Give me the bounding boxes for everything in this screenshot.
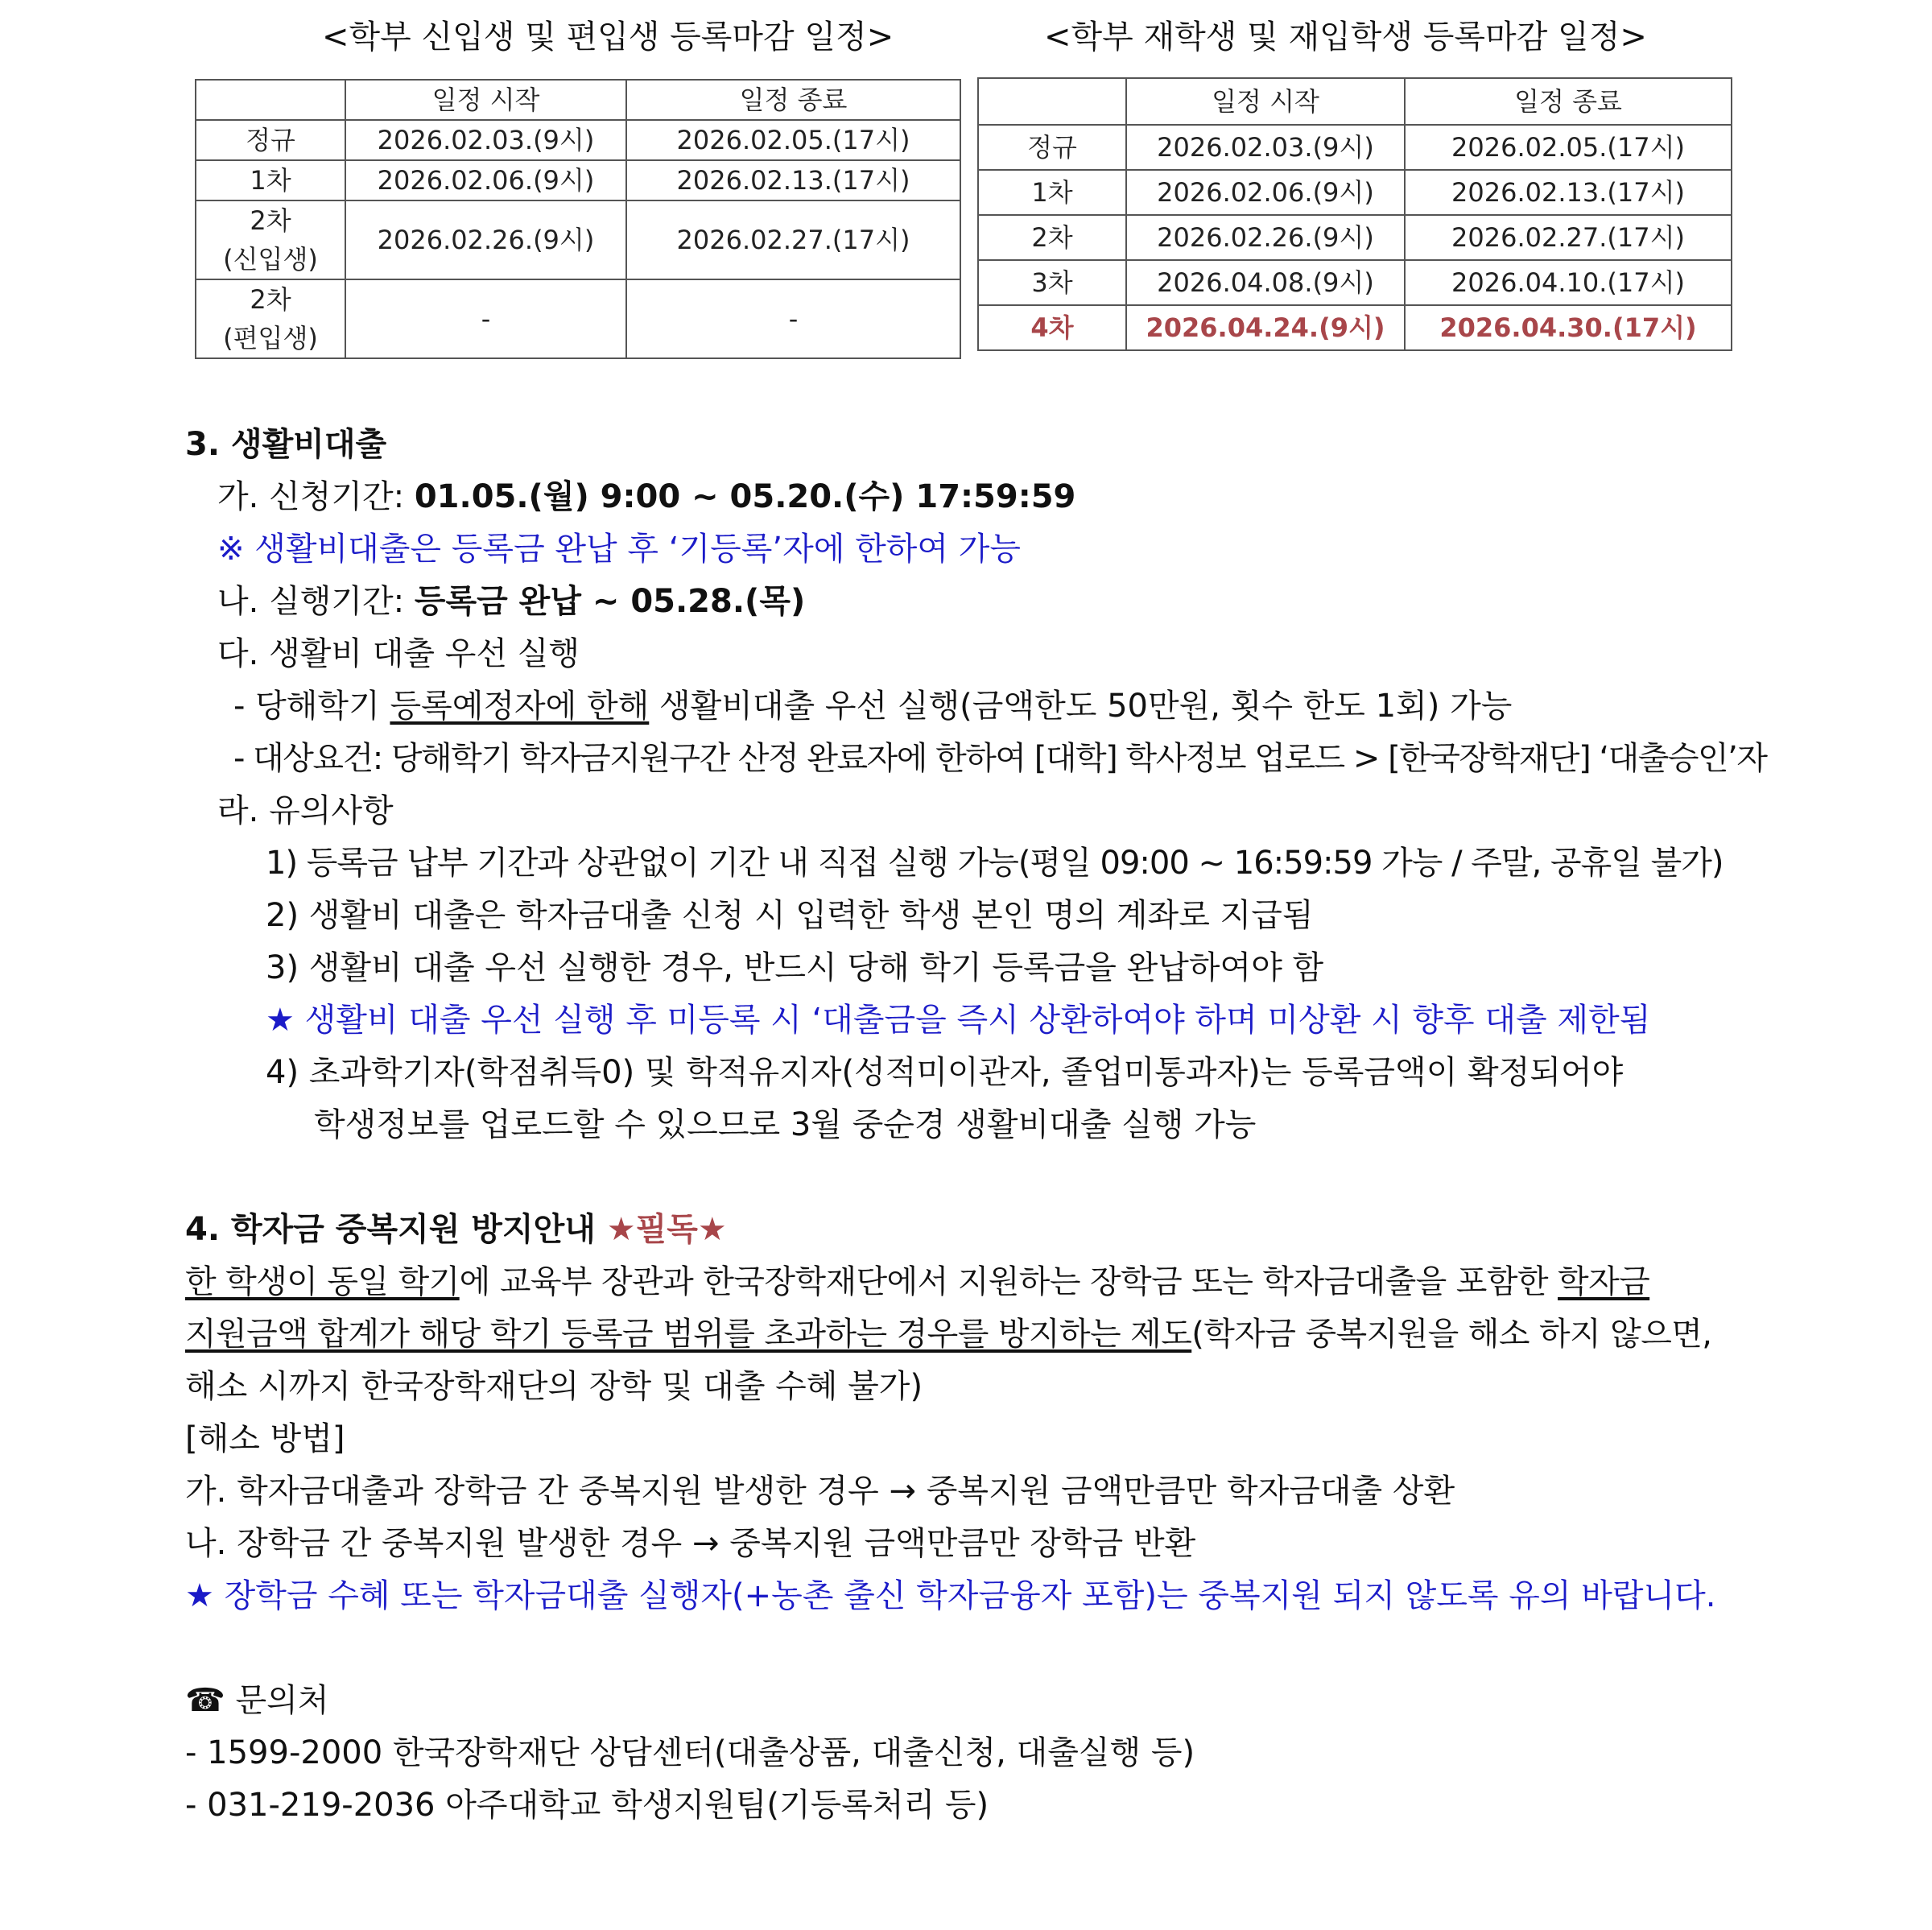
end-cell: 2026.02.13.(17시)	[626, 160, 960, 200]
table-row	[196, 120, 960, 160]
caution-item: 4) 초과학기자(학점취득0) 및 학적유지자(성적미이관자, 졸업미통과자)는 등록금액이 확정되어야	[266, 1054, 1624, 1091]
caution-item-continued: 학생정보를 업로드할 수 있으므로 3월 중순경 생활비대출 실행 가능	[314, 1106, 1257, 1143]
underlined-text: 한 학생이 동일 학기	[185, 1263, 460, 1300]
eligibility-note: ※ 생활비대출은 등록금 완납 후 ‘기등록’자에 한하여 가능	[217, 531, 1022, 568]
priority-execution-heading: 다. 생활비 대출 우선 실행	[217, 635, 580, 672]
text-part: 에 교육부 장관과 한국장학재단에서 지원하는 장학금 또는 학자금대출을 포함한	[459, 1263, 1558, 1300]
section4-heading	[185, 1204, 1811, 1256]
definition-line: 해소 시까지 한국장학재단의 장학 및 대출 수혜 불가)	[185, 1368, 923, 1405]
resolution-heading: [해소 방법]	[185, 1420, 345, 1457]
resolution-warning: ★ 장학금 수혜 또는 학자금대출 실행자(+농촌 출신 학자금융자 포함)는 중복지원 되지 않도록 유의 바랍니다.	[185, 1577, 1716, 1614]
table-row	[196, 279, 960, 358]
start-cell: 2026.02.06.(9시)	[1126, 170, 1405, 215]
end-cell: 2026.02.13.(17시)	[1405, 170, 1732, 215]
underlined-text: 학자금	[1558, 1263, 1650, 1300]
start-cell: 2026.02.06.(9시)	[345, 160, 626, 200]
spacer	[185, 1151, 1811, 1204]
end-cell: 2026.02.05.(17시)	[626, 120, 960, 160]
underlined-text: 등록예정자에 한해	[390, 688, 650, 725]
text-part: (학자금 중복지원을 해소 하지 않으면,	[1191, 1316, 1712, 1353]
end-cell: -	[626, 279, 960, 358]
contact-heading	[185, 1675, 1811, 1727]
start-cell: 2026.02.26.(9시)	[1126, 215, 1405, 260]
table-header-row	[196, 80, 960, 120]
end-cell: 2026.04.30.(17시)	[1405, 305, 1732, 350]
contact-item: - 031-219-2036 아주대학교 학생지원팀(기등록처리 등)	[185, 1787, 989, 1824]
execution-period-label: 나. 실행기간:	[217, 583, 415, 620]
priority-execution-item	[185, 680, 1811, 733]
left-table-title: <학부 신입생 및 편입생 등록마감 일정>	[322, 19, 894, 56]
section4-heading-text: 4. 학자금 중복지원 방지안내	[185, 1211, 607, 1248]
row-label: 4차	[978, 305, 1126, 350]
header-cell: 일정 종료	[1405, 78, 1732, 125]
contact-item: - 1599-2000 한국장학재단 상담센터(대출상품, 대출신청, 대출실행 등)	[185, 1734, 1195, 1771]
execution-period-value: 등록금 완납 ~ 05.28.(목)	[414, 583, 806, 620]
row-label-line1: 2차	[250, 205, 291, 236]
caution-warning: ★ 생활비 대출 우선 실행 후 미등록 시 ‘대출금을 즉시 상환하여야 하며 미상환 시 향후 대출 제한됨	[266, 1002, 1651, 1039]
section3-heading: 3. 생활비대출	[185, 426, 387, 463]
row-label-line1: 2차	[250, 284, 291, 315]
must-read-badge: ★필독★	[606, 1211, 727, 1248]
table-header-row	[978, 78, 1732, 125]
underlined-text: 지원금액 합계가 해당 학기 등록금 범위를 초과하는 경우를 방지하는 제도	[185, 1316, 1192, 1353]
row-label-line2: (편입생)	[223, 323, 318, 353]
text-part: 생활비대출 우선 실행(금액한도 50만원, 횟수 한도 1회) 가능	[649, 688, 1513, 725]
row-label: 정규	[978, 125, 1126, 170]
table-row-highlighted	[978, 305, 1732, 350]
caution-item: 3) 생활비 대출 우선 실행한 경우, 반드시 당해 학기 등록금을 완납하여야 함	[266, 949, 1324, 986]
start-cell: 2026.02.26.(9시)	[345, 200, 626, 279]
row-label	[196, 279, 345, 358]
header-cell: 일정 시작	[1126, 78, 1405, 125]
row-label	[196, 200, 345, 279]
right-table-title: <학부 재학생 및 재입학생 등록마감 일정>	[1044, 19, 1647, 56]
returning-student-schedule-table	[977, 77, 1732, 351]
definition-line	[185, 1308, 1811, 1361]
end-cell: 2026.04.10.(17시)	[1405, 260, 1732, 305]
application-period-label: 가. 신청기간:	[217, 478, 415, 515]
row-label: 2차	[978, 215, 1126, 260]
header-cell: 일정 종료	[626, 80, 960, 120]
row-label-line2: (신입생)	[223, 244, 318, 275]
notice-content	[185, 419, 1811, 1832]
eligibility-requirement: - 대상요건: 당해학기 학자금지원구간 산정 완료자에 한하여 [대학] 학사정보 업로드 > [한국장학재단] ‘대출승인’자	[233, 740, 1767, 777]
resolution-item: 나. 장학금 간 중복지원 발생한 경우 → 중복지원 금액만큼만 장학금 반환	[185, 1525, 1196, 1562]
caution-item: 1) 등록금 납부 기간과 상관없이 기간 내 직접 실행 가능(평일 09:00 ~ 16:59:59 가능 / 주말, 공휴일 불가)	[266, 845, 1724, 882]
table-row	[978, 215, 1732, 260]
row-label: 1차	[978, 170, 1126, 215]
start-cell: 2026.02.03.(9시)	[345, 120, 626, 160]
end-cell: 2026.02.05.(17시)	[1405, 125, 1732, 170]
phone-icon: ☎	[185, 1682, 225, 1719]
table-row	[978, 125, 1732, 170]
row-label: 3차	[978, 260, 1126, 305]
header-cell	[978, 78, 1126, 125]
text-part: - 당해학기	[233, 688, 390, 725]
application-period-value: 01.05.(월) 9:00 ~ 05.20.(수) 17:59:59	[414, 478, 1076, 515]
end-cell: 2026.02.27.(17시)	[626, 200, 960, 279]
table-row	[978, 170, 1732, 215]
start-cell: 2026.02.03.(9시)	[1126, 125, 1405, 170]
start-cell: 2026.04.08.(9시)	[1126, 260, 1405, 305]
table-row	[978, 260, 1732, 305]
header-cell	[196, 80, 345, 120]
cautions-heading: 라. 유의사항	[217, 792, 394, 829]
freshman-transfer-schedule-table	[195, 79, 961, 359]
application-period	[185, 471, 1811, 523]
table-row	[196, 160, 960, 200]
row-label: 1차	[196, 160, 345, 200]
execution-period	[185, 576, 1811, 628]
spacer	[185, 1622, 1811, 1675]
start-cell: 2026.04.24.(9시)	[1126, 305, 1405, 350]
definition-line	[185, 1256, 1811, 1308]
contact-title: 문의처	[235, 1682, 329, 1719]
end-cell: 2026.02.27.(17시)	[1405, 215, 1732, 260]
start-cell: -	[345, 279, 626, 358]
table-row	[196, 200, 960, 279]
resolution-item: 가. 학자금대출과 장학금 간 중복지원 발생한 경우 → 중복지원 금액만큼만 학자금대출 상환	[185, 1473, 1455, 1510]
row-label: 정규	[196, 120, 345, 160]
caution-item: 2) 생활비 대출은 학자금대출 신청 시 입력한 학생 본인 명의 계좌로 지급됨	[266, 897, 1314, 934]
header-cell: 일정 시작	[345, 80, 626, 120]
